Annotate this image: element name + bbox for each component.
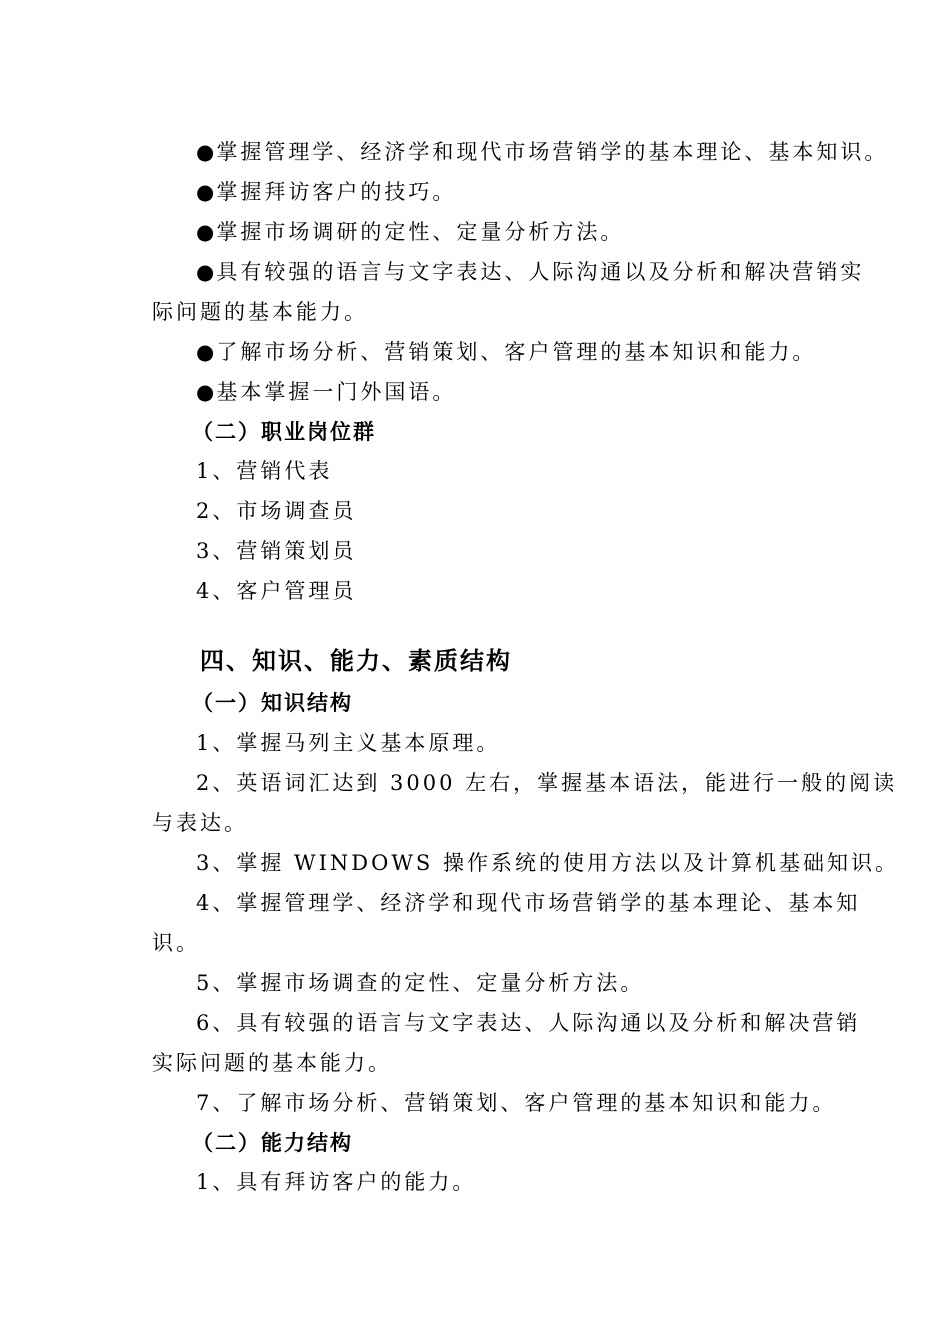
bullet-icon: ●: [196, 180, 215, 204]
bullet-item: ●掌握拜访客户的技巧。: [196, 180, 457, 204]
career-item: 4、客户管理员: [196, 579, 357, 603]
ability-line: 1、具有拜访客户的能力。: [196, 1170, 477, 1194]
bullet-item: ●掌握管理学、经济学和现代市场营销学的基本理论、基本知识。: [196, 140, 889, 164]
knowledge-line: 7、了解市场分析、营销策划、客户管理的基本知识和能力。: [196, 1091, 837, 1115]
knowledge-heading: （一）知识结构: [192, 691, 353, 715]
bullet-item: ●掌握市场调研的定性、定量分析方法。: [196, 220, 625, 244]
career-item: 1、营销代表: [196, 459, 333, 483]
bullet-item: ●了解市场分析、营销策划、客户管理的基本知识和能力。: [196, 340, 817, 364]
ability-heading: （二）能力结构: [192, 1131, 353, 1155]
knowledge-line: 1、掌握马列主义基本原理。: [196, 731, 501, 755]
bullet-item-continuation: 际问题的基本能力。: [152, 300, 368, 324]
career-item: 3、营销策划员: [196, 539, 357, 563]
knowledge-line: 5、掌握市场调查的定性、定量分析方法。: [196, 971, 645, 995]
bullet-item: ●基本掌握一门外国语。: [196, 380, 457, 404]
bullet-icon: ●: [196, 380, 215, 404]
knowledge-line: 4、掌握管理学、经济学和现代市场营销学的基本理论、基本知: [196, 891, 861, 915]
career-heading: （二）职业岗位群: [192, 420, 376, 444]
bullet-icon: ●: [196, 140, 215, 164]
bullet-item: ●具有较强的语言与文字表达、人际沟通以及分析和解决营销实: [196, 260, 865, 284]
knowledge-line: 2、英语词汇达到 3000 左右，掌握基本语法，能进行一般的阅读: [196, 771, 898, 795]
career-item: 2、市场调查员: [196, 499, 357, 523]
knowledge-line: 6、具有较强的语言与文字表达、人际沟通以及分析和解决营销: [196, 1011, 861, 1035]
knowledge-line: 3、掌握 WINDOWS 操作系统的使用方法以及计算机基础知识。: [196, 851, 899, 875]
bullet-icon: ●: [196, 260, 215, 284]
bullet-icon: ●: [196, 340, 215, 364]
knowledge-line: 识。: [152, 931, 200, 955]
section-heading: 四、知识、能力、素质结构: [200, 647, 512, 675]
knowledge-line: 实际问题的基本能力。: [152, 1051, 392, 1075]
knowledge-line: 与表达。: [152, 811, 248, 835]
bullet-icon: ●: [196, 220, 215, 244]
